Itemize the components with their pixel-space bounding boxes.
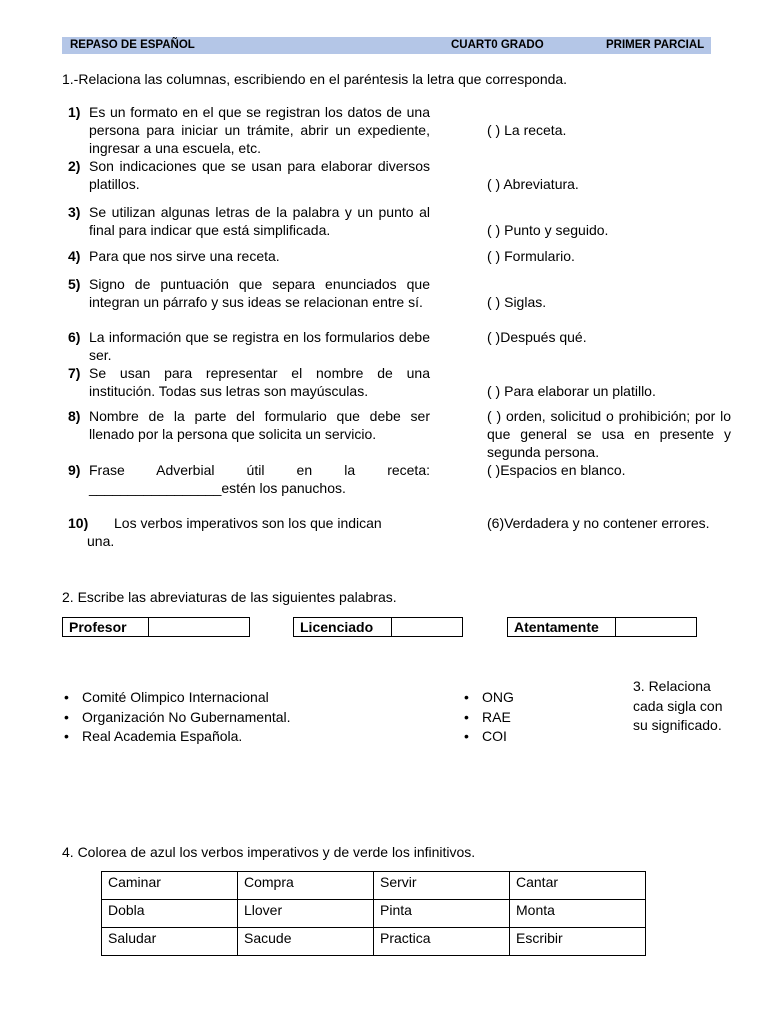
header-grade: CUART0 GRADO [451,39,544,51]
answer-7: ( ) Para elaborar un platillo. [487,383,656,399]
item-text: La información que se registra en los formularios debe ser. [89,329,430,363]
answer-3: ( ) Punto y seguido. [487,222,609,238]
answer-1: ( ) La receta. [487,122,567,138]
table-row [102,928,646,956]
item-number: 4) [68,248,81,264]
list-item: • Real Academia Española. [62,727,291,747]
item-number: 9) [68,462,81,478]
header-period: PRIMER PARCIAL [606,39,705,51]
verb-cell[interactable]: Compra [238,872,374,900]
verb-cell[interactable]: Caminar [102,872,238,900]
q1-item-10 [68,514,430,550]
q1-item-8 [68,407,430,443]
item-number: 10) [68,515,89,531]
list-item: • COI [462,727,514,747]
abbr-box-licenciado [293,617,463,637]
q1-item-4 [68,247,430,265]
list-item: • RAE [462,708,514,728]
item-number: 7) [68,365,81,381]
q4-instruction: 4. Colorea de azul los verbos imperativos y de verde los infinitivos. [62,844,476,860]
item-text: Se utilizan algunas letras de la palabra y un punto al final para indicar que está simplificada. [89,204,430,238]
worksheet-header [62,37,711,54]
answer-6: ( )Después qué. [487,329,587,345]
item-text-cont: una. [87,533,115,549]
q2-instruction: 2. Escribe las abreviaturas de las siguientes palabras. [62,589,397,605]
verb-cell[interactable]: Saludar [102,928,238,956]
verb-cell[interactable]: Pinta [374,900,510,928]
verb-cell[interactable]: Dobla [102,900,238,928]
table-row [102,900,646,928]
verb-cell[interactable]: Sacude [238,928,374,956]
list-item: • Organización No Gubernamental. [62,708,291,728]
answer-9: ( )Espacios en blanco. [487,462,626,478]
answer-4: ( ) Formulario. [487,248,575,264]
answer-2: ( ) Abreviatura. [487,176,579,192]
abbr-word: Profesor [63,618,149,636]
item-text: Son indicaciones que se usan para elaborar diversos platillos. [89,158,430,192]
item-number: 6) [68,329,81,345]
item-text: Para que nos sirve una receta. [89,248,280,264]
table-row [102,872,646,900]
abbr-answer-field[interactable] [149,618,249,636]
verb-cell[interactable]: Practica [374,928,510,956]
verbs-table [101,871,646,956]
item-text: Frase Adverbial útil en la receta: [89,462,430,478]
item-number: 5) [68,276,81,292]
item-number: 1) [68,104,81,120]
item-text: Es un formato en el que se registran los datos de una persona para iniciar un trámite, abrir un expediente, ingresar a una escuela, etc. [89,104,430,156]
q1-instruction: 1.-Relaciona las columnas, escribiendo en el paréntesis la letra que corresponda. [62,71,568,87]
q1-item-9 [68,461,430,497]
abbr-word: Atentamente [508,618,616,636]
q1-item-7 [68,364,430,400]
list-item: • ONG [462,688,514,708]
list-item: • Comité Olimpico Internacional [62,688,291,708]
item-text: Los verbos imperativos son los que indican [114,515,382,531]
abbr-box-profesor [62,617,250,637]
verb-cell[interactable]: Escribir [510,928,646,956]
q3-acronyms-list [462,688,514,747]
abbr-word: Licenciado [294,618,392,636]
abbr-answer-field[interactable] [392,618,462,636]
item-text: Nombre de la parte del formulario que debe ser llenado por la persona que solicita un servicio. [89,408,430,442]
item-number: 2) [68,158,81,174]
q1-item-2 [68,157,430,193]
q3-instruction: 3. Relaciona cada sigla con su significado. [633,678,723,733]
item-number: 3) [68,204,81,220]
abbr-answer-field[interactable] [616,618,696,636]
item-number: 8) [68,408,81,424]
item-text: Signo de puntuación que separa enunciados que integran un párrafo y sus ideas se relacionan entre sí. [89,276,430,310]
answer-8: ( ) orden, solicitud o prohibición; por lo que general se usa en presente y segunda persona. [487,408,731,460]
q1-item-5 [68,275,430,311]
verb-cell[interactable]: Servir [374,872,510,900]
answer-10: (6)Verdadera y no contener errores. [487,515,710,531]
item-text: Se usan para representar el nombre de una institución. Todas sus letras son mayúsculas. [89,365,430,399]
q3-names-list [62,688,291,747]
q1-item-1 [68,103,430,157]
verb-cell[interactable]: Llover [238,900,374,928]
header-title: REPASO DE ESPAÑOL [70,39,195,51]
abbr-box-atentamente [507,617,697,637]
q1-item-6 [68,328,430,364]
verb-cell[interactable]: Monta [510,900,646,928]
verb-cell[interactable]: Cantar [510,872,646,900]
q1-item-3 [68,203,430,239]
answer-5: ( ) Siglas. [487,294,547,310]
item-text-blank: _________________estén los panuchos. [89,480,346,496]
